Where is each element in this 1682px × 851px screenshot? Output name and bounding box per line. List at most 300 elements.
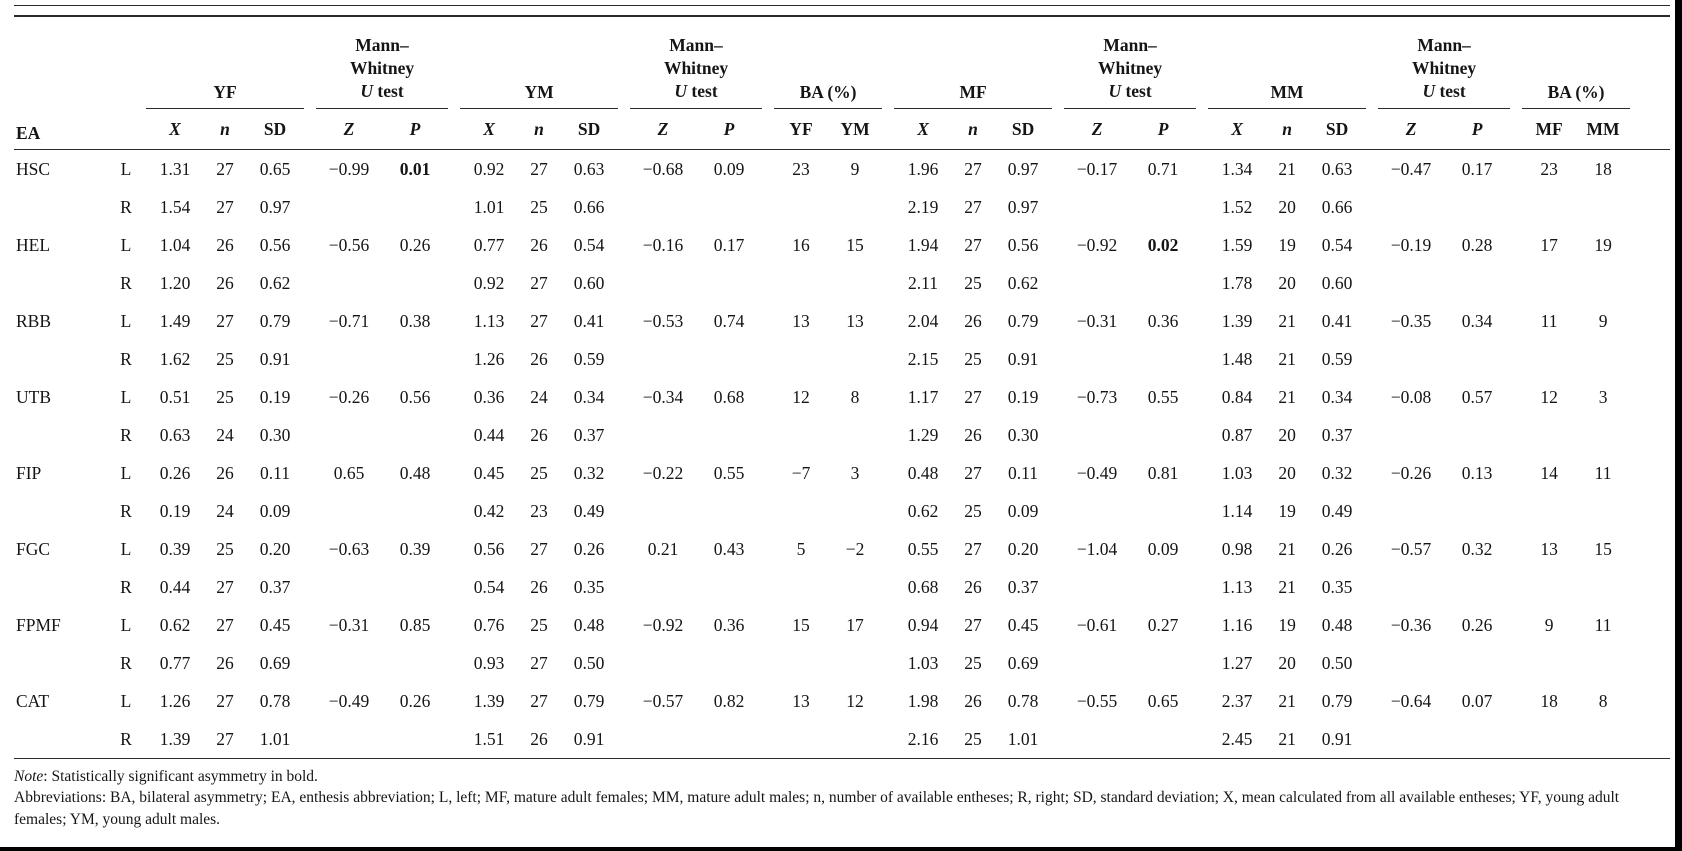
cell: 0.97 [1007, 158, 1039, 179]
column-gap [1366, 17, 1378, 109]
column-gap [762, 109, 774, 150]
cell: 0.65 [333, 462, 365, 483]
cell: 2.37 [1221, 690, 1253, 711]
cell-gap [618, 530, 630, 568]
cell: 15 [792, 614, 810, 635]
cell: 0.94 [907, 614, 939, 635]
cell: 0.97 [1007, 196, 1039, 217]
cell: 1.26 [159, 690, 191, 711]
cell: 1.14 [1221, 500, 1253, 521]
cell [774, 340, 828, 378]
table-notes [14, 766, 1654, 830]
cell: 5 [796, 538, 806, 559]
cell: 0.69 [1007, 652, 1039, 673]
cell-gap [618, 606, 630, 644]
cell: 12 [846, 690, 864, 711]
column-gap [1052, 17, 1064, 109]
cell-gap [1366, 454, 1378, 492]
cell: −2 [845, 538, 865, 559]
table-container [14, 5, 1670, 830]
cell-gap [1366, 530, 1378, 568]
cell-side: L [120, 614, 132, 635]
cell-ea: FPMF [16, 614, 61, 635]
cell-gap [1196, 492, 1208, 530]
cell: 0.77 [473, 234, 505, 255]
cell-gap [882, 416, 894, 454]
column-gap [304, 109, 316, 150]
cell: 17 [846, 614, 864, 635]
cell-gap [882, 568, 894, 606]
cell: 1.01 [246, 720, 304, 759]
cell: 0.49 [573, 500, 605, 521]
cell-ea: FIP [16, 462, 42, 483]
cell: 0.09 [713, 158, 745, 179]
cell: −0.26 [1390, 462, 1432, 483]
cell: 27 [964, 462, 982, 483]
page-scan-right-edge [1675, 0, 1682, 851]
cell: 19 [1278, 614, 1296, 635]
cell [1444, 340, 1510, 378]
cell: 25 [964, 272, 982, 293]
cell: −0.16 [642, 234, 684, 255]
cell-gap [304, 720, 316, 759]
cell [630, 188, 696, 226]
cell: 1.48 [1221, 348, 1253, 369]
cell-gap [1366, 188, 1378, 226]
cell: 0.63 [159, 424, 191, 445]
cell: 0.19 [1007, 386, 1039, 407]
cell-gap [1510, 606, 1522, 644]
table-row [14, 530, 1670, 568]
column-header-sd: SD [560, 109, 618, 150]
cell-gap [618, 416, 630, 454]
cell-gap [448, 682, 460, 720]
cell: 14 [1540, 462, 1558, 483]
cell-gap [1510, 302, 1522, 340]
cell-gap [1052, 454, 1064, 492]
cell: 15 [1594, 538, 1612, 559]
cell: 0.26 [1321, 538, 1353, 559]
cell-gap [304, 226, 316, 264]
cell-gap [1630, 340, 1670, 378]
cell: 27 [216, 690, 234, 711]
cell-gap [882, 378, 894, 416]
cell-gap [762, 188, 774, 226]
cell-side: L [120, 310, 132, 331]
cell: 2.11 [908, 272, 939, 293]
cell-gap [304, 150, 316, 189]
cell [828, 188, 882, 226]
cell: 21 [1278, 538, 1296, 559]
cell-gap [1510, 264, 1522, 302]
cell: −0.31 [1076, 310, 1118, 331]
column-gap [448, 17, 460, 109]
cell: 0.32 [573, 462, 605, 483]
cell: 0.60 [573, 272, 605, 293]
cell: 0.45 [1007, 614, 1039, 635]
cell: 26 [216, 234, 234, 255]
cell: 0.11 [260, 462, 290, 483]
cell [1378, 188, 1444, 226]
column-header-n: n [1266, 109, 1308, 150]
cell: 0.39 [159, 538, 191, 559]
cell: 26 [964, 310, 982, 331]
cell: 0.74 [713, 310, 745, 331]
cell-gap [618, 492, 630, 530]
cell-ea: FGC [16, 538, 51, 559]
cell: 0.39 [399, 538, 431, 559]
cell-gap [304, 530, 316, 568]
cell [774, 264, 828, 302]
cell: 27 [216, 196, 234, 217]
cell-ea [14, 720, 106, 759]
cell: −0.56 [328, 234, 370, 255]
cell: 0.48 [907, 462, 939, 483]
cell: 1.34 [1221, 158, 1253, 179]
cell [1576, 416, 1630, 454]
cell-gap [1630, 530, 1670, 568]
column-gap [1510, 17, 1522, 109]
cell [316, 568, 382, 606]
cell-gap [448, 606, 460, 644]
cell [828, 720, 882, 759]
cell [1444, 720, 1510, 759]
cell [316, 720, 382, 759]
cell: 27 [530, 158, 548, 179]
cell [316, 264, 382, 302]
cell-ea [14, 188, 106, 226]
cell: −0.47 [1390, 158, 1432, 179]
column-gap [1630, 109, 1670, 150]
cell-ea: RBB [16, 310, 52, 331]
cell [1378, 568, 1444, 606]
cell: 0.30 [259, 424, 291, 445]
cell: 27 [204, 720, 246, 759]
cell: 0.21 [647, 538, 679, 559]
cell [1576, 720, 1630, 759]
table-row [14, 302, 1670, 340]
cell [828, 644, 882, 682]
cell-gap [762, 682, 774, 720]
cell: 0.17 [1461, 158, 1493, 179]
cell: 21 [1278, 348, 1296, 369]
cell: 0.09 [1007, 500, 1039, 521]
column-group-mann-whitney-4: Mann– Whitney U test [1378, 17, 1510, 109]
cell: −7 [791, 462, 811, 483]
cell: −0.08 [1390, 386, 1432, 407]
column-header-n: n [952, 109, 994, 150]
page-scan-bottom-edge [0, 847, 1682, 851]
cell: 19 [1594, 234, 1612, 255]
cell [1064, 340, 1130, 378]
column-gap [304, 17, 316, 109]
cell [630, 416, 696, 454]
cell-gap [1510, 492, 1522, 530]
cell: 11 [1594, 462, 1612, 483]
table-row [14, 682, 1670, 720]
cell [382, 264, 448, 302]
cell-gap [1052, 264, 1064, 302]
cell-gap [618, 682, 630, 720]
cell: 0.56 [473, 538, 505, 559]
table-row [14, 150, 1670, 189]
cell: 23 [1540, 158, 1558, 179]
cell-side: R [120, 348, 132, 369]
cell: 1.96 [907, 158, 939, 179]
cell: 0.59 [573, 348, 605, 369]
cell [828, 340, 882, 378]
cell-gap [1366, 416, 1378, 454]
cell-gap [762, 492, 774, 530]
cell-gap [1052, 302, 1064, 340]
cell-gap [304, 568, 316, 606]
cell: 1.26 [473, 348, 505, 369]
cell-gap [1510, 340, 1522, 378]
column-gap [1366, 109, 1378, 150]
cell [1378, 644, 1444, 682]
cell: 1.39 [473, 690, 505, 711]
cell-gap [1366, 492, 1378, 530]
cell [1444, 188, 1510, 226]
cell-gap [618, 188, 630, 226]
cell: 19 [1278, 500, 1296, 521]
cell [696, 264, 762, 302]
cell [696, 340, 762, 378]
cell-gap [1630, 682, 1670, 720]
cell: −0.17 [1076, 158, 1118, 179]
cell [1378, 720, 1444, 759]
cell-gap [1196, 226, 1208, 264]
cell: 0.27 [1147, 614, 1179, 635]
column-header-z: Z [630, 109, 696, 150]
cell: 0.54 [1321, 234, 1353, 255]
cell: 27 [530, 272, 548, 293]
cell-gap [304, 644, 316, 682]
cell-gap [762, 530, 774, 568]
cell-gap [1510, 150, 1522, 189]
cell-gap [1366, 378, 1378, 416]
cell-gap [1196, 302, 1208, 340]
cell [1064, 720, 1130, 759]
cell [1130, 264, 1196, 302]
cell: 1.01 [994, 720, 1052, 759]
cell-gap [448, 416, 460, 454]
cell-gap [882, 720, 894, 759]
cell: 27 [964, 386, 982, 407]
cell-gap [1052, 720, 1064, 759]
table-row [14, 454, 1670, 492]
cell-side: R [120, 500, 132, 521]
cell: 0.97 [259, 196, 291, 217]
cell: −0.19 [1390, 234, 1432, 255]
cell-gap [1052, 644, 1064, 682]
cell: −0.55 [1076, 690, 1118, 711]
cell: 0.26 [573, 538, 605, 559]
cell-gap [1630, 454, 1670, 492]
cell: 0.69 [259, 652, 291, 673]
cell-side: R [120, 196, 132, 217]
cell: −0.34 [642, 386, 684, 407]
cell: 0.44 [473, 424, 505, 445]
cell-gap [882, 606, 894, 644]
column-header-p: P [696, 109, 762, 150]
cell: 0.68 [907, 576, 939, 597]
cell: 0.79 [573, 690, 605, 711]
cell: 19 [1278, 234, 1296, 255]
cell: 0.26 [399, 234, 431, 255]
cell-gap [1196, 568, 1208, 606]
cell: 0.63 [1321, 158, 1353, 179]
cell [1444, 492, 1510, 530]
cell: 0.02 [1147, 234, 1179, 255]
column-header-sd: SD [246, 109, 304, 150]
cell [1130, 416, 1196, 454]
cell: 0.42 [473, 500, 505, 521]
cell-gap [1196, 378, 1208, 416]
cell-gap [448, 264, 460, 302]
cell [1444, 264, 1510, 302]
cell-gap [1366, 568, 1378, 606]
cell-side: L [120, 158, 132, 179]
column-header-z: Z [316, 109, 382, 150]
cell-gap [618, 302, 630, 340]
cell [382, 644, 448, 682]
cell: 20 [1278, 424, 1296, 445]
cell: 27 [216, 614, 234, 635]
cell: 0.34 [1461, 310, 1493, 331]
cell [382, 492, 448, 530]
cell-gap [304, 378, 316, 416]
column-header-x: X [894, 109, 952, 150]
cell: 1.52 [1221, 196, 1253, 217]
cell: 0.48 [1321, 614, 1353, 635]
cell: 0.26 [1461, 614, 1493, 635]
cell-gap [762, 416, 774, 454]
cell-gap [304, 454, 316, 492]
column-gap [618, 17, 630, 109]
cell: 0.32 [1461, 538, 1493, 559]
cell: 9 [1598, 310, 1608, 331]
cell [1576, 568, 1630, 606]
cell-gap [1630, 416, 1670, 454]
cell: 0.62 [159, 614, 191, 635]
cell-ea: CAT [16, 690, 50, 711]
column-group-ba-young: BA (%) [774, 17, 882, 109]
cell: −0.71 [328, 310, 370, 331]
cell-gap [304, 264, 316, 302]
cell: 1.78 [1221, 272, 1253, 293]
cell: −0.73 [1076, 386, 1118, 407]
cell-gap [1510, 226, 1522, 264]
cell: 0.35 [1321, 576, 1353, 597]
cell: 2.45 [1208, 720, 1266, 759]
cell-gap [882, 264, 894, 302]
cell: 0.37 [1321, 424, 1353, 445]
cell-gap [1510, 720, 1522, 759]
cell: 18 [1594, 158, 1612, 179]
column-gap [1052, 109, 1064, 150]
column-header-x: X [460, 109, 518, 150]
cell-gap [618, 568, 630, 606]
cell: 0.62 [259, 272, 291, 293]
cell: 11 [1594, 614, 1612, 635]
cell-gap [1052, 378, 1064, 416]
cell: 21 [1278, 310, 1296, 331]
cell-gap [618, 340, 630, 378]
cell-gap [1052, 340, 1064, 378]
cell: 9 [1544, 614, 1554, 635]
column-header-p: P [382, 109, 448, 150]
cell: 0.09 [259, 500, 291, 521]
cell-gap [448, 340, 460, 378]
cell-gap [1052, 492, 1064, 530]
cell: 0.77 [159, 652, 191, 673]
cell-gap [1630, 606, 1670, 644]
cell: 0.19 [159, 500, 191, 521]
column-group-ym: YM [460, 17, 618, 109]
cell-gap [1196, 264, 1208, 302]
cell [316, 188, 382, 226]
cell [630, 720, 696, 759]
cell: 0.63 [573, 158, 605, 179]
column-header-ba-mf: MF [1522, 109, 1576, 150]
cell: 26 [964, 424, 982, 445]
cell: 0.26 [399, 690, 431, 711]
cell [316, 492, 382, 530]
cell: 21 [1278, 576, 1296, 597]
cell: 1.54 [159, 196, 191, 217]
cell-gap [882, 682, 894, 720]
cell-gap [448, 150, 460, 189]
cell: 0.91 [259, 348, 291, 369]
cell-side: R [120, 652, 132, 673]
column-header-side [106, 17, 146, 150]
cell: 25 [216, 386, 234, 407]
cell-ea: HSC [16, 158, 51, 179]
cell: 17 [1540, 234, 1558, 255]
cell: 1.03 [1221, 462, 1253, 483]
table-row [14, 416, 1670, 454]
cell: −1.04 [1076, 538, 1118, 559]
cell: 0.20 [1007, 538, 1039, 559]
cell [1444, 568, 1510, 606]
cell: 0.01 [399, 158, 431, 179]
cell: 25 [530, 462, 548, 483]
cell: 0.62 [1007, 272, 1039, 293]
cell-gap [1510, 416, 1522, 454]
cell: 0.68 [713, 386, 745, 407]
cell: 11 [1540, 310, 1558, 331]
column-header-n: n [204, 109, 246, 150]
cell-gap [1366, 644, 1378, 682]
column-header-n: n [518, 109, 560, 150]
cell: 2.04 [907, 310, 939, 331]
cell: −0.49 [1076, 462, 1118, 483]
cell: 27 [216, 576, 234, 597]
cell-gap [1196, 454, 1208, 492]
cell: −0.92 [1076, 234, 1118, 255]
cell: 27 [530, 690, 548, 711]
cell: 25 [964, 652, 982, 673]
cell-gap [448, 530, 460, 568]
cell: 26 [518, 720, 560, 759]
cell: 0.09 [1147, 538, 1179, 559]
cell: 0.48 [399, 462, 431, 483]
cell: 0.56 [1007, 234, 1039, 255]
cell: −0.53 [642, 310, 684, 331]
cell-gap [1052, 226, 1064, 264]
cell: 0.36 [713, 614, 745, 635]
